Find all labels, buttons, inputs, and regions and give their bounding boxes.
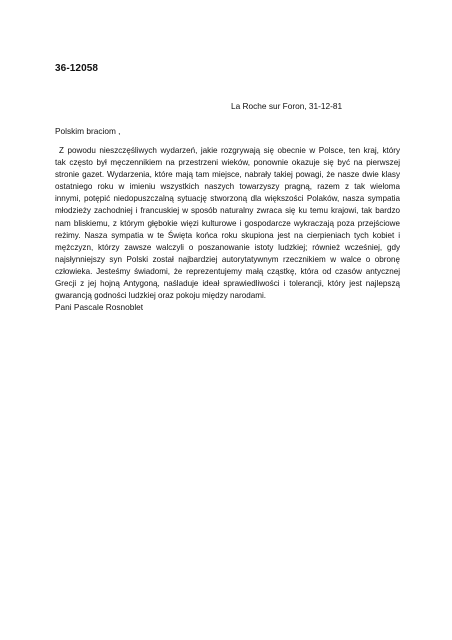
body-line: mężczyzn, którzy zawsze walczyli o poszanowanie istoty ludzkiej; również wcześniej, gdy (55, 242, 400, 252)
body-line: Grecji z jej hojną Antygoną, naśladuje ideał sprawiedliwości i tolerancji, który jest najlepszą (55, 279, 400, 289)
body-line: innymi, potępić niedopuszczalną sytuację stworzoną dla większości Polaków, nasza sympatia (55, 194, 400, 204)
body-line: ostatniego roku w imieniu wszystkich naszych towarzyszy pragną, razem z tak wieloma (55, 182, 400, 192)
body-line: człowieka. Jesteśmy świadomi, że reprezentujemy małą cząstkę, która od czasów antycznej (55, 266, 400, 276)
body-line: tak często był męczennikiem na przestrzeni wieków, ponownie okazuje się być na pierwszej (55, 158, 400, 168)
greeting: Polskim braciom , (55, 126, 121, 136)
place-and-date: La Roche sur Foron, 31-12-81 (231, 101, 343, 111)
letter-body (55, 145, 400, 302)
body-line: Z powodu nieszczęśliwych wydarzeń, jakie rozgrywają się obecnie w Polsce, ten kraj, który (59, 146, 400, 155)
body-line: reżimy. Nasza sympatia w te Święta końca roku skupiona jest na cierpieniach tych kobiet i (55, 230, 400, 240)
document-id: 36-12058 (55, 63, 99, 74)
body-line: nam bliskiemu, z którym głębokie więzi kulturowe i gospodarcze wykraczają poza przejściowe (55, 218, 400, 228)
body-line: gwarancją godności ludzkiej oraz pokoju między narodami. (55, 291, 266, 301)
body-line: najsłynniejszy syn Polski został najbardziej autorytatywnym rzecznikiem w walce o obronę (55, 254, 400, 264)
signature: Pani Pascale Rosnoblet (55, 302, 144, 312)
body-line: stronie gazet. Wydarzenia, które mają tam miejsce, nabrały takiej powagi, że nasze dwie klasy (55, 170, 400, 180)
body-line: młodzieży zachodniej i francuskiej w sposób naturalny zwraca się ku temu krajowi, tak bardzo (55, 206, 400, 216)
